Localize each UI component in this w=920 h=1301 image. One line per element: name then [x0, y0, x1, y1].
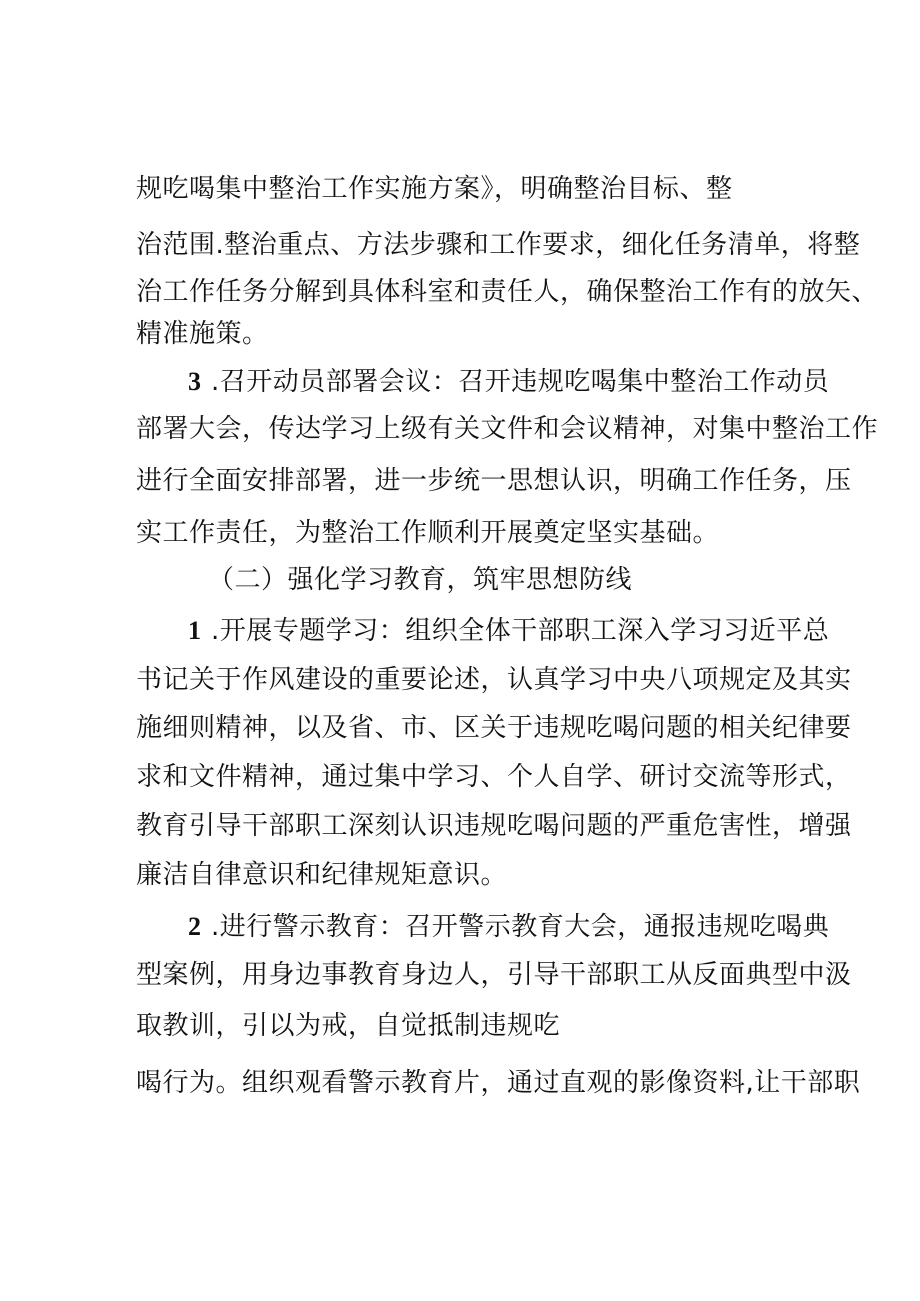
paragraph-line: 治范围.整治重点、方法步骤和工作要求，细化任务清单，将整 — [136, 230, 861, 260]
paragraph-line: 取教训，引以为戒，自觉抵制违规吃 — [136, 1011, 561, 1041]
item-2-line — [188, 910, 829, 944]
item-number: 2 — [188, 912, 201, 941]
item-number: 1 — [188, 616, 201, 645]
item-3-line — [188, 365, 829, 399]
paragraph-line: 教育引导干部职工深刻认识违规吃喝问题的严重危害性，增强 — [136, 811, 852, 841]
paragraph-line: 进行全面安排部署，进一步统一思想认识，明确工作任务，压 — [136, 466, 852, 496]
paragraph-line: 书记关于作风建设的重要论述，认真学习中央八项规定及其实 — [136, 665, 852, 695]
item-text: .开展专题学习：组织全体干部职工深入学习习近平总 — [211, 616, 830, 646]
paragraph-line: 廉洁自律意识和纪律规矩意识。 — [136, 860, 508, 890]
paragraph-line: 部署大会，传达学习上级有关文件和会议精神，对集中整治工作 — [136, 414, 879, 444]
section-heading: （二）强化学习教育，筑牢思想防线 — [208, 565, 633, 595]
item-text: .召开动员部署会议：召开违规吃喝集中整治工作动员 — [211, 367, 830, 397]
paragraph-line: 治工作任务分解到具体科室和责任人，确保整治工作有的放矢、 — [136, 277, 879, 307]
item-text: .进行警示教育：召开警示教育大会，通报违规吃喝典 — [211, 912, 830, 942]
paragraph-line: 精准施策。 — [136, 319, 269, 349]
paragraph-line: 喝行为。组织观看警示教育片，通过直观的影像资料,让干部职 — [136, 1068, 861, 1098]
item-number: 3 — [188, 367, 201, 396]
paragraph-line: 施细则精神，以及省、市、区关于违规吃喝问题的相关纪律要 — [136, 713, 852, 743]
paragraph-line: 实工作责任，为整治工作顺利开展奠定坚实基础。 — [136, 518, 720, 548]
paragraph-line: 型案例，用身边事教育身边人，引导干部职工从反面典型中汲 — [136, 960, 852, 990]
item-1-line — [188, 614, 829, 648]
paragraph-line: 求和文件精神，通过集中学习、个人自学、研讨交流等形式， — [136, 762, 852, 792]
paragraph-line: 规吃喝集中整治工作实施方案》，明确整治目标、整 — [136, 174, 733, 204]
